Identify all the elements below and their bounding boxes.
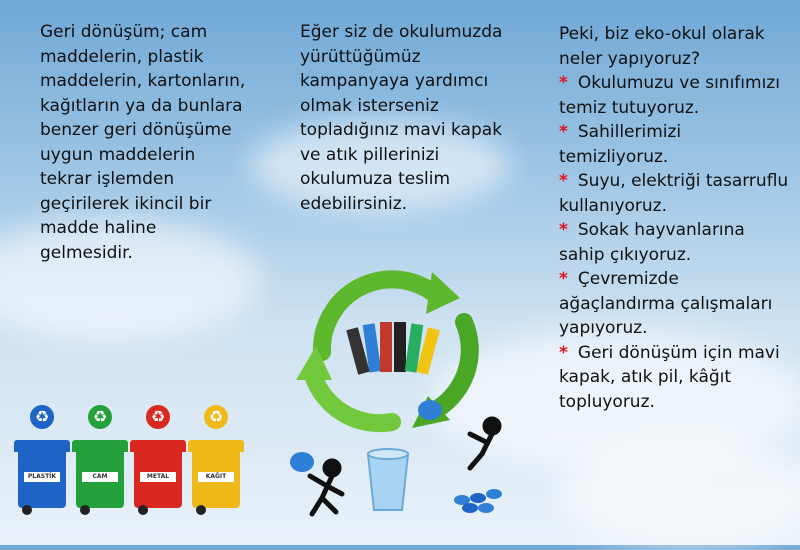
stick-figure-icon [310,461,342,514]
plastic-bin [14,405,70,515]
bin-label: PLASTİK [24,472,60,482]
cup-icon [368,449,408,510]
definition-text: Geri dönüşüm; cam maddelerin, plastik maddelerin, kartonların, kağıtların ya da bunlara benzer geri dönüşüme uygun maddelerin tekrar işlemden geçirilerek ikincil bir madde haline gelmesidir. [40,22,246,263]
batteries-icon [346,322,439,375]
bin-label: CAM [82,472,118,482]
recycling-bins [14,405,250,515]
bullet-star: * [559,269,568,289]
bin-label: METAL [140,472,176,482]
list-item: * Suyu, elektriği tasarruflu kullanıyoruz. [559,171,789,216]
list-item: * Sahillerimizi temizliyoruz. [559,122,682,167]
bullet-star: * [559,73,568,93]
campaign-column [300,20,520,216]
bullet-star: * [559,342,568,363]
list-item: * Okulumuzu ve sınıfımızı temiz tutuyoruz. [559,73,780,118]
paper-bin [188,405,244,515]
definition-column [40,20,250,265]
recycle-icon: ♻ [204,405,228,429]
list-item: * Sokak hayvanlarına sahip çıkıyoruz. [559,220,745,265]
stick-figure-icon [470,419,499,468]
bullet-star: * [559,171,568,191]
eco-school-question: Peki, biz eko-okul olarak neler yapıyoruz? [559,24,765,69]
recycle-icon: ♻ [88,405,112,429]
glass-bin [72,405,128,515]
list-item: * Çevremizde ağaçlandırma çalışmaları yapıyoruz. [559,269,773,338]
campaign-text: Eğer siz de okulumuzda yürüttüğümüz kampanyaya yardımcı olmak isterseniz topladığınız mavi kapak ve atık pillerinizi okulumuza teslim edebilirsiniz. [300,22,503,214]
recycle-icon: ♻ [146,405,170,429]
bullet-star: * [559,122,568,142]
metal-bin [130,405,186,515]
eco-school-list [559,71,794,414]
recycling-illustration [282,262,508,522]
recycle-icon: ♻ [30,405,54,429]
bullet-star: * [559,220,568,240]
bin-label: KAĞIT [198,472,234,482]
list-item: * Geri dönüşüm için mavi kapak, atık pil, kâğıt topluyoruz. [559,342,780,412]
eco-school-column [559,22,794,414]
